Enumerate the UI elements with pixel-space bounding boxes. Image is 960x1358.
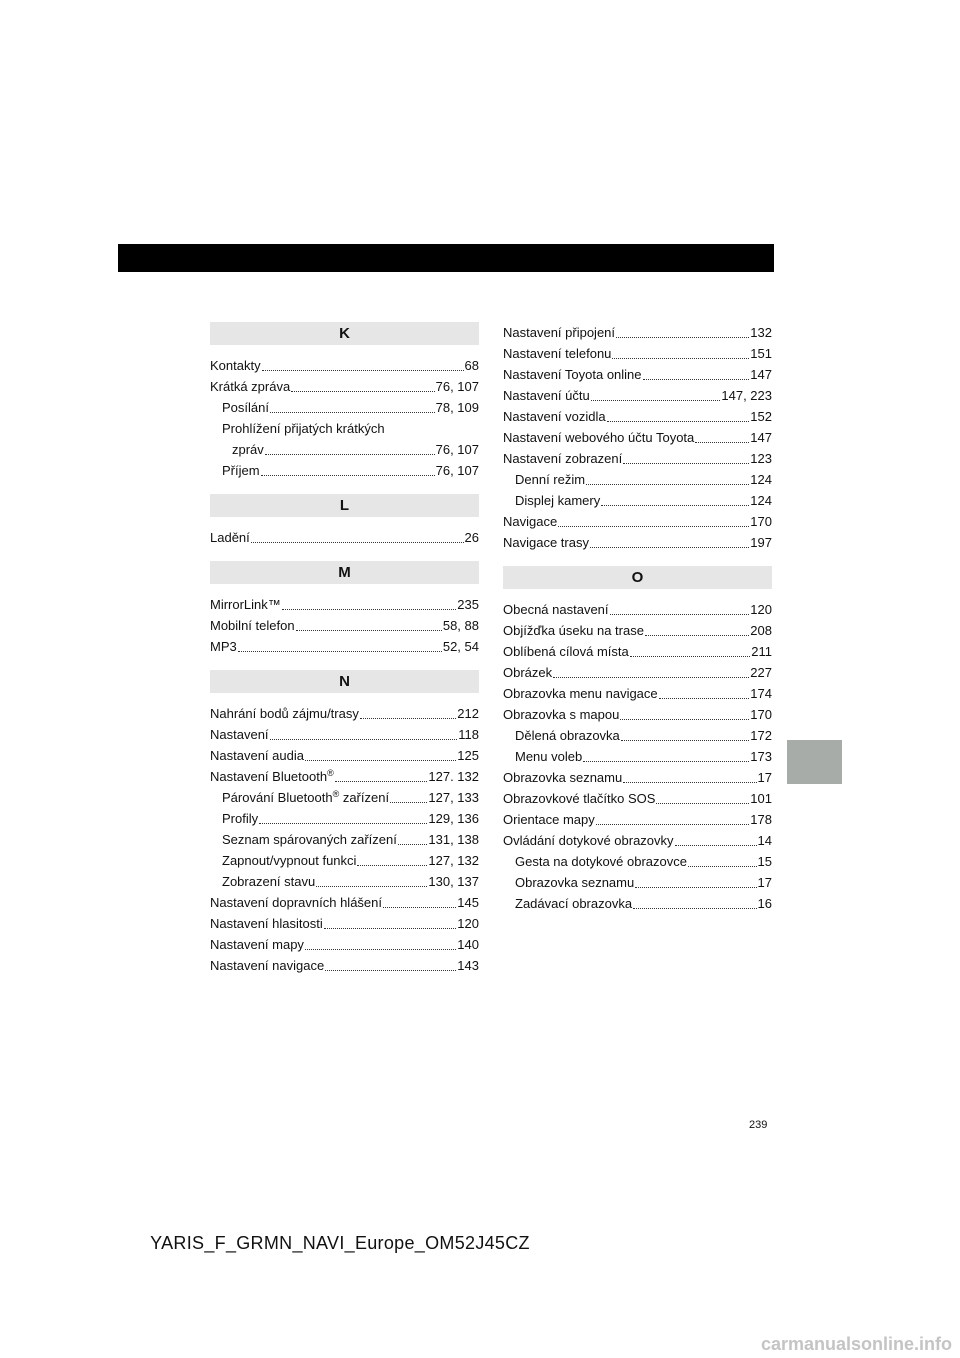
- leader-dots: [591, 399, 721, 401]
- leader-dots: [324, 927, 457, 929]
- index-column-left: [210, 322, 479, 976]
- index-entry-denni-rezim: [503, 469, 772, 490]
- index-entry-zobrazeni-stavu: [210, 871, 479, 892]
- leader-dots: [398, 843, 428, 845]
- entry-term: Objížďka úseku na trase: [503, 623, 644, 638]
- leader-dots: [335, 780, 428, 782]
- index-entry-parovani-bluetooth-zarizeni: [210, 787, 479, 808]
- entry-term: Profily: [222, 811, 259, 826]
- entry-term: Krátká zpráva: [210, 379, 291, 394]
- entry-term: Obrazovka menu navigace: [503, 686, 658, 701]
- index-entry-nastaveni-audia: [210, 745, 479, 766]
- entry-term: Displej kamery: [515, 493, 601, 508]
- entry-page-ref: 124: [750, 493, 772, 508]
- leader-dots: [610, 613, 750, 615]
- index-entry-orientace-mapy: [503, 809, 772, 830]
- entry-page-ref: 235: [457, 597, 479, 612]
- index-entry-profily: [210, 808, 479, 829]
- leader-dots: [291, 390, 434, 392]
- leader-dots: [383, 906, 456, 908]
- entry-term: Gesta na dotykové obrazovce: [515, 854, 687, 869]
- entry-term: Nastavení Bluetooth®: [210, 768, 334, 784]
- entry-term: Příjem: [222, 463, 260, 478]
- leader-dots: [558, 525, 749, 527]
- entry-term: Oblíbená cílová místa: [503, 644, 629, 659]
- leader-dots: [621, 739, 750, 741]
- entry-term: Nastavení vozidla: [503, 409, 606, 424]
- entry-term: Nastavení webového účtu Toyota: [503, 430, 695, 445]
- leader-dots: [612, 357, 749, 359]
- index-entry-mirrorlink: [210, 594, 479, 615]
- entry-page-ref: 211: [751, 644, 772, 659]
- index-section-o: [503, 566, 772, 914]
- index-entry-posilani: [210, 397, 479, 418]
- entry-term: MP3: [210, 639, 237, 654]
- entry-term: Navigace: [503, 514, 558, 529]
- entry-term: Posílání: [222, 400, 269, 415]
- entry-term: Nastavení hlasitosti: [210, 916, 323, 931]
- entry-term: Nastavení dopravních hlášení: [210, 895, 382, 910]
- entry-term: zpráv: [232, 442, 264, 457]
- entry-term: Orientace mapy: [503, 812, 595, 827]
- entry-page-ref: 127, 132: [428, 853, 479, 868]
- entry-term: Nastavení navigace: [210, 958, 325, 973]
- leader-dots: [643, 378, 750, 380]
- entry-page-ref: 173: [750, 749, 772, 764]
- entry-term: Obecná nastavení: [503, 602, 609, 617]
- entry-page-ref: 143: [457, 958, 479, 973]
- index-entry-displej-kamery: [503, 490, 772, 511]
- entry-term: Nastavení telefonu: [503, 346, 612, 361]
- entry-page-ref: 58, 88: [442, 618, 479, 633]
- entry-page-ref: 151: [750, 346, 772, 361]
- index-entry-ladeni: [210, 527, 479, 548]
- entry-term: Nastavení audia: [210, 748, 304, 763]
- leader-dots: [262, 369, 464, 371]
- entry-term: Seznam spárovaných zařízení: [222, 832, 397, 847]
- leader-dots: [656, 802, 749, 804]
- entry-page-ref: 227: [750, 665, 772, 680]
- index-entry-kratka-zprava: [210, 376, 479, 397]
- entry-page-ref: 127. 132: [428, 769, 479, 784]
- entry-term: Denní režim: [515, 472, 586, 487]
- index-entry-navigace-trasy: [503, 532, 772, 553]
- index-entry-mp3: [210, 636, 479, 657]
- index-entry-nastaveni-uctu: [503, 385, 772, 406]
- entry-term: MirrorLink™: [210, 597, 281, 612]
- index-entry-heading: Prohlížení přijatých krátkých: [222, 421, 385, 436]
- index-entry-ovladani-dotykove-obrazovky: [503, 830, 772, 851]
- entry-term: Kontakty: [210, 358, 261, 373]
- entry-term: Párování Bluetooth® zařízení: [222, 789, 390, 805]
- leader-dots: [659, 697, 750, 699]
- index-entry-nastaveni-bluetooth: [210, 766, 479, 787]
- entry-term: Zobrazení stavu: [222, 874, 316, 889]
- index-entry-nastaveni-navigace: [210, 955, 479, 976]
- leader-dots: [596, 823, 750, 825]
- index-entry-prijem: [210, 460, 479, 481]
- watermark: carmanualsonline.info: [760, 1334, 952, 1354]
- entry-page-ref: 14: [757, 833, 772, 848]
- entry-term: Obrazovka seznamu: [503, 770, 623, 785]
- leader-dots: [325, 969, 456, 971]
- entry-page-ref: 76, 107: [435, 379, 479, 394]
- entry-page-ref: 147, 223: [721, 388, 772, 403]
- entry-page-ref: 26: [464, 530, 479, 545]
- footer-code: YARIS_F_GRMN_NAVI_Europe_OM52J45CZ: [150, 1233, 530, 1253]
- entry-term: Obrázek: [503, 665, 553, 680]
- entry-page-ref: 129, 136: [428, 811, 479, 826]
- entry-page-ref: 118: [458, 727, 479, 742]
- index-entry-obrazovka-menu-navigace: [503, 683, 772, 704]
- entry-page-ref: 140: [457, 937, 479, 952]
- leader-dots: [635, 886, 756, 888]
- section-tab: [787, 740, 842, 784]
- leader-dots: [316, 885, 427, 887]
- index-entry-nastaveni: [210, 724, 479, 745]
- entry-page-ref: 172: [750, 728, 772, 743]
- leader-dots: [623, 462, 749, 464]
- entry-page-ref: 120: [457, 916, 479, 931]
- leader-dots: [390, 801, 427, 803]
- leader-dots: [261, 474, 435, 476]
- section-letter: N: [210, 670, 479, 693]
- leader-dots: [630, 655, 751, 657]
- index-entry-mobilni-telefon: [210, 615, 479, 636]
- leader-dots: [259, 822, 427, 824]
- entry-page-ref: 145: [457, 895, 479, 910]
- leader-dots: [623, 781, 756, 783]
- entry-page-ref: 147: [750, 430, 772, 445]
- leader-dots: [296, 629, 442, 631]
- entry-term: Navigace trasy: [503, 535, 589, 550]
- index-entry-navigace: [503, 511, 772, 532]
- index-entry-obecna-nastaveni: [503, 599, 772, 620]
- index-entry-zprav: [210, 439, 479, 460]
- leader-dots: [282, 608, 457, 610]
- entry-page-ref: 127, 133: [428, 790, 479, 805]
- entry-page-ref: 212: [457, 706, 479, 721]
- entry-page-ref: 124: [750, 472, 772, 487]
- leader-dots: [305, 948, 456, 950]
- entry-page-ref: 131, 138: [428, 832, 479, 847]
- leader-dots: [270, 738, 458, 740]
- entry-page-ref: 76, 107: [435, 442, 479, 457]
- entry-page-ref: 17: [757, 875, 772, 890]
- index-entry-nahrani-bodu-zajmu-trasy: [210, 703, 479, 724]
- index-entry-nastaveni-pripojeni: [503, 322, 772, 343]
- entry-term: Ladění: [210, 530, 250, 545]
- entry-page-ref: 78, 109: [435, 400, 479, 415]
- leader-dots: [583, 760, 749, 762]
- index-section-m: [210, 561, 479, 657]
- index-section-k: [210, 322, 479, 481]
- index-entry-nastaveni-weboveho-uctu-toyota: [503, 427, 772, 448]
- leader-dots: [616, 336, 749, 338]
- index-entry-nastaveni-dopravnich-hlaseni: [210, 892, 479, 913]
- leader-dots: [645, 634, 749, 636]
- index-entry-nastaveni-hlasitosti: [210, 913, 479, 934]
- index-section-l: [210, 494, 479, 548]
- index-entry-obrazovkove-tlacitko-sos: [503, 788, 772, 809]
- leader-dots: [270, 411, 435, 413]
- section-letter: M: [210, 561, 479, 584]
- index-entry-nastaveni-mapy: [210, 934, 479, 955]
- entry-term: Nastavení zobrazení: [503, 451, 623, 466]
- index-entry-obrazovka-s-mapou: [503, 704, 772, 725]
- index-entry-zapnout-vypnout-funkci: [210, 850, 479, 871]
- index-section: [503, 322, 772, 553]
- leader-dots: [360, 717, 456, 719]
- leader-dots: [633, 907, 756, 909]
- entry-term: Zadávací obrazovka: [515, 896, 633, 911]
- leader-dots: [553, 676, 749, 678]
- index-entry-zadavaci-obrazovka: [503, 893, 772, 914]
- entry-page-ref: 16: [757, 896, 772, 911]
- leader-dots: [265, 453, 435, 455]
- entry-page-ref: 130, 137: [428, 874, 479, 889]
- leader-dots: [251, 541, 464, 543]
- entry-page-ref: 174: [750, 686, 772, 701]
- index-entry-kontakty: [210, 355, 479, 376]
- index-entry-nastaveni-toyota-online: [503, 364, 772, 385]
- entry-term: Mobilní telefon: [210, 618, 295, 633]
- entry-page-ref: 178: [750, 812, 772, 827]
- index-section-n: [210, 670, 479, 976]
- entry-term: Nastavení Toyota online: [503, 367, 642, 382]
- entry-term: Nastavení připojení: [503, 325, 616, 340]
- entry-term: Nahrání bodů zájmu/trasy: [210, 706, 359, 721]
- entry-term: Nastavení mapy: [210, 937, 304, 952]
- section-letter: L: [210, 494, 479, 517]
- leader-dots: [357, 864, 427, 866]
- index-entry-nastaveni-zobrazeni: [503, 448, 772, 469]
- entry-term: Obrazovka s mapou: [503, 707, 620, 722]
- entry-page-ref: 125: [457, 748, 479, 763]
- index-entry-obrazek: [503, 662, 772, 683]
- entry-page-ref: 132: [750, 325, 772, 340]
- leader-dots: [590, 546, 749, 548]
- leader-dots: [675, 844, 757, 846]
- leader-dots: [620, 718, 749, 720]
- page-number: 239: [749, 1119, 768, 1131]
- entry-term: Zapnout/vypnout funkci: [222, 853, 357, 868]
- entry-page-ref: 17: [757, 770, 772, 785]
- section-letter: K: [210, 322, 479, 345]
- index-entry-nastaveni-vozidla: [503, 406, 772, 427]
- entry-term: Ovládání dotykové obrazovky: [503, 833, 674, 848]
- leader-dots: [607, 420, 750, 422]
- entry-page-ref: 147: [750, 367, 772, 382]
- entry-page-ref: 123: [750, 451, 772, 466]
- leader-dots: [688, 865, 757, 867]
- entry-term: Obrazovka seznamu: [515, 875, 635, 890]
- entry-page-ref: 152: [750, 409, 772, 424]
- index-entry-oblibena-cilova-mista: [503, 641, 772, 662]
- leader-dots: [238, 650, 442, 652]
- leader-dots: [305, 759, 456, 761]
- entry-page-ref: 120: [750, 602, 772, 617]
- section-letter: O: [503, 566, 772, 589]
- index-entry-objizdka-useku-na-trase: [503, 620, 772, 641]
- index-entry-obrazovka-seznamu: [503, 872, 772, 893]
- leader-dots: [601, 504, 749, 506]
- index-entry-obrazovka-seznamu: [503, 767, 772, 788]
- header-bar: [118, 244, 774, 272]
- entry-term: Obrazovkové tlačítko SOS: [503, 791, 656, 806]
- entry-page-ref: 15: [757, 854, 772, 869]
- entry-term: Menu voleb: [515, 749, 583, 764]
- entry-page-ref: 52, 54: [442, 639, 479, 654]
- entry-term: Nastavení: [210, 727, 269, 742]
- entry-term: Nastavení účtu: [503, 388, 590, 403]
- leader-dots: [586, 483, 749, 485]
- index-entry-nastaveni-telefonu: [503, 343, 772, 364]
- index-entry-menu-voleb: [503, 746, 772, 767]
- index-column-right: [503, 322, 772, 914]
- index-entry-seznam-sparovanych-zarizeni: [210, 829, 479, 850]
- entry-page-ref: 76, 107: [435, 463, 479, 478]
- index-entry-delena-obrazovka: [503, 725, 772, 746]
- entry-page-ref: 208: [750, 623, 772, 638]
- leader-dots: [695, 441, 749, 443]
- entry-term: Dělená obrazovka: [515, 728, 620, 743]
- entry-page-ref: 170: [750, 707, 772, 722]
- entry-page-ref: 101: [750, 791, 772, 806]
- entry-page-ref: 68: [464, 358, 479, 373]
- index-entry-gesta-na-dotykove-obrazovce: [503, 851, 772, 872]
- entry-page-ref: 170: [750, 514, 772, 529]
- entry-page-ref: 197: [750, 535, 772, 550]
